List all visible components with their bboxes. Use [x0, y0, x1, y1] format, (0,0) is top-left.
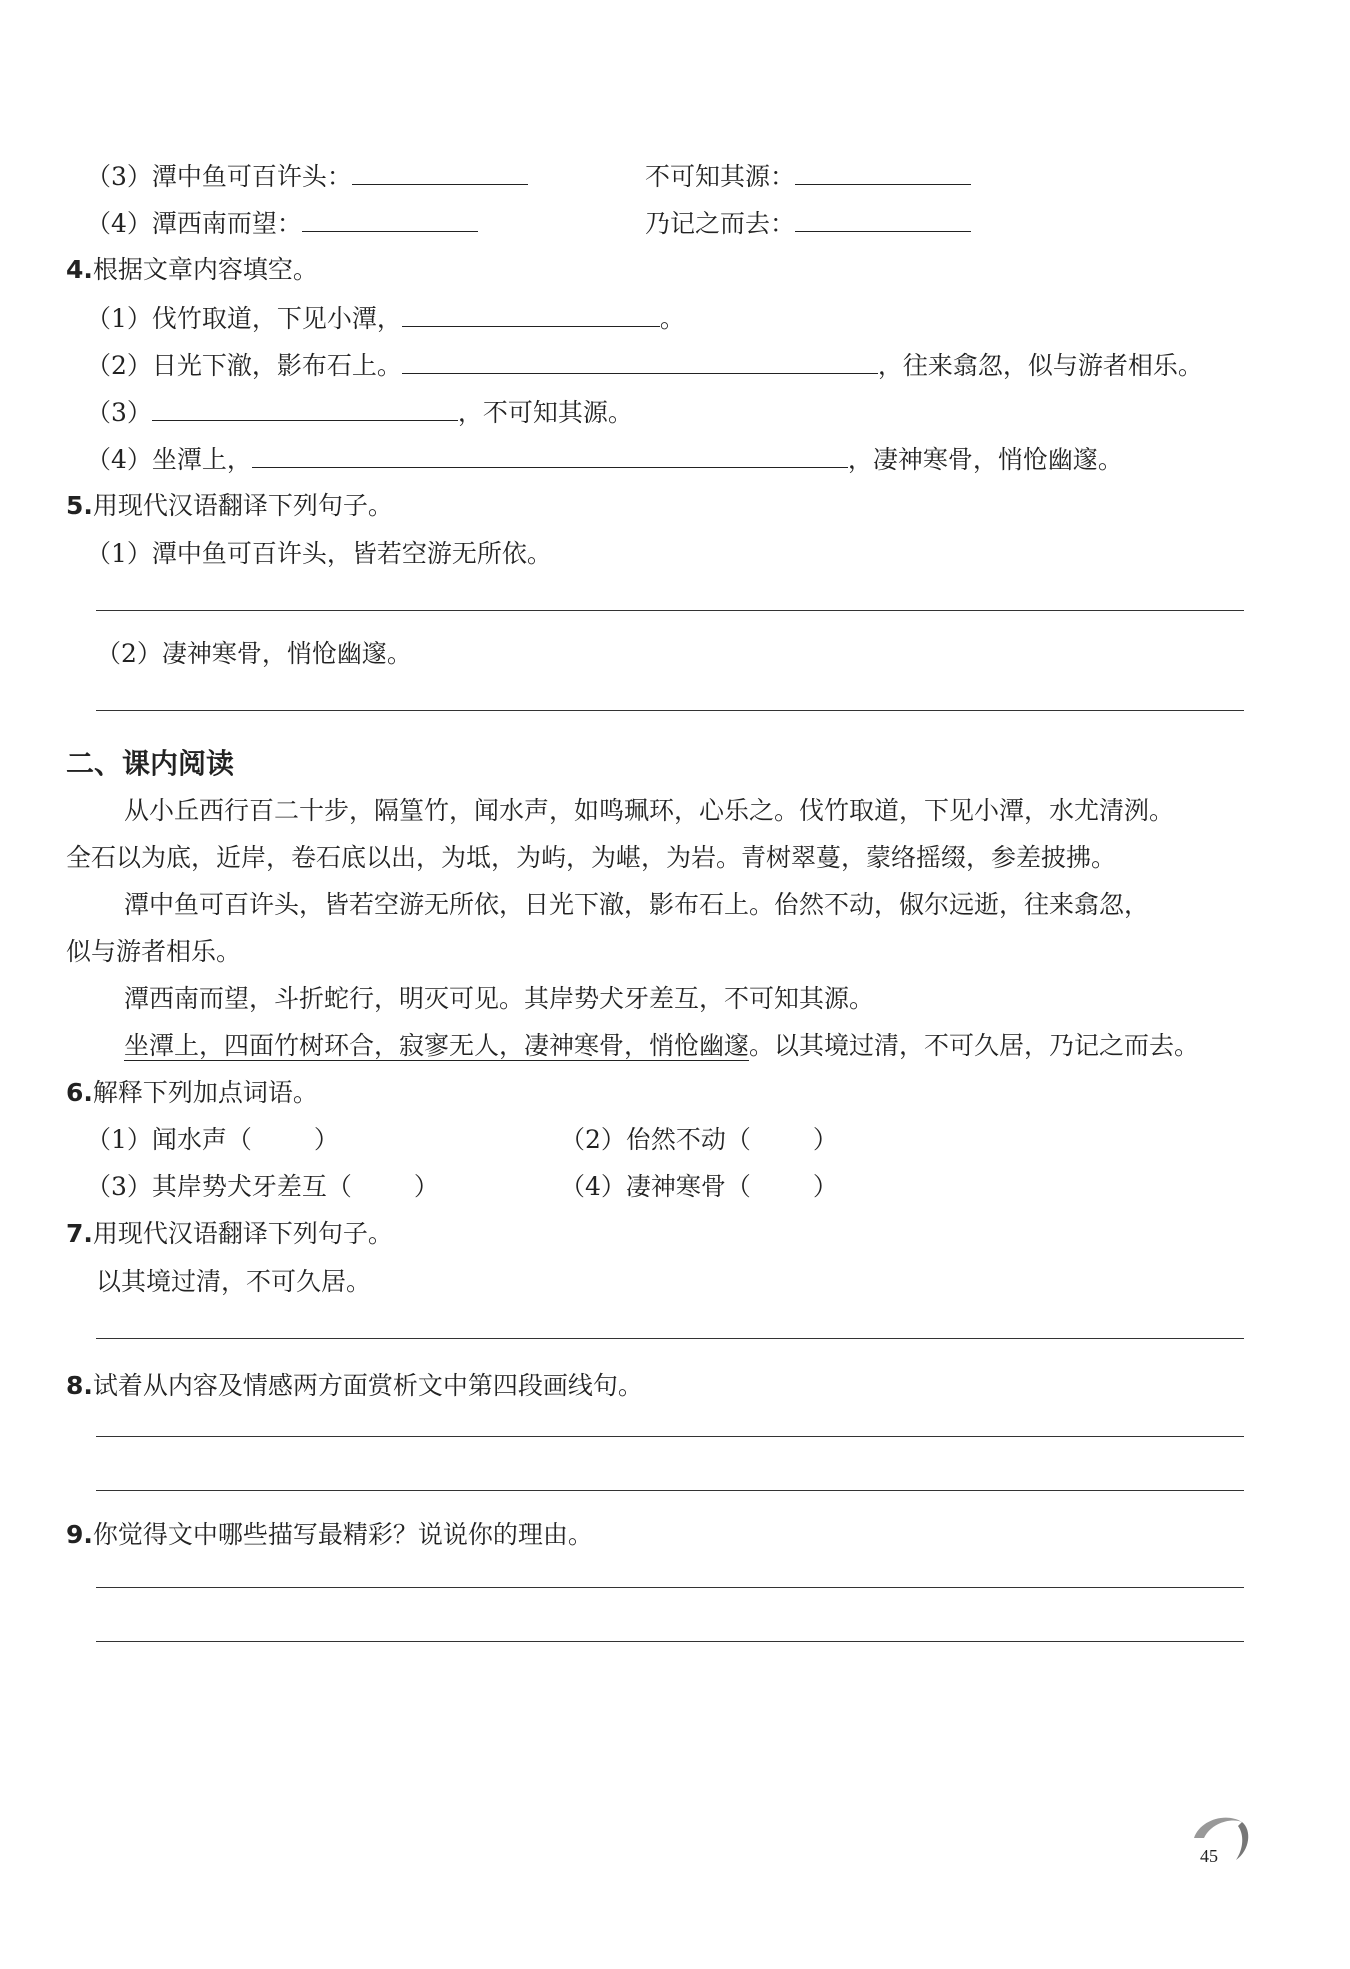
q7-sentence: 以其境过清，不可久居。 [96, 1267, 372, 1296]
page-corner-swoosh-icon [1186, 1808, 1256, 1868]
answer-blank[interactable] [402, 347, 878, 374]
answer-blank[interactable] [252, 441, 848, 468]
q6-item-1: （1）闻水声（ ） [86, 1125, 339, 1154]
answer-blank[interactable] [352, 158, 528, 185]
q6-title: 6.解释下列加点词语。 [66, 1078, 318, 1107]
answer-blank[interactable] [795, 158, 971, 185]
q4-title: 4.根据文章内容填空。 [66, 255, 318, 284]
q6-item-4: （4）凄神寒骨（ ） [560, 1172, 838, 1201]
q4-item-3: （3） ，不可知其源。 [86, 394, 633, 431]
q4-item-1: （1）伐竹取道，下见小潭， 。 [86, 300, 685, 337]
q9-title: 9.你觉得文中哪些描写最精彩？说说你的理由。 [66, 1520, 593, 1549]
answer-blank[interactable] [795, 205, 971, 232]
q5-item-1: （1）潭中鱼可百许头，皆若空游无所依。 [86, 539, 552, 568]
section-heading: 二、课内阅读 [66, 747, 235, 780]
q8-title: 8.试着从内容及情感两方面赏析文中第四段画线句。 [66, 1371, 643, 1400]
passage-line: 潭中鱼可百许头，皆若空游无所依，日光下澈，影布石上。佁然不动，俶尔远逝，往来翕忽， [124, 890, 1150, 919]
underlined-sentence: 坐潭上，四面竹树环合，寂寥无人，凄神寒骨，悄怆幽邃 [124, 1031, 750, 1060]
passage-line: 坐潭上，四面竹树环合，寂寥无人，凄神寒骨，悄怆幽邃。以其境过清，不可久居，乃记之而去。 [124, 1031, 1200, 1060]
answer-line[interactable] [96, 1436, 1244, 1437]
passage-line: 从小丘西行百二十步，隔篁竹，闻水声，如鸣珮环，心乐之。伐竹取道，下见小潭，水尤清洌。 [124, 796, 1175, 825]
q6-item-2: （2）佁然不动（ ） [560, 1125, 838, 1154]
answer-line[interactable] [96, 1587, 1244, 1588]
q3-item-4-left: （4）潭西南而望： [86, 205, 478, 242]
answer-line[interactable] [96, 610, 1244, 611]
answer-line[interactable] [96, 1490, 1244, 1491]
answer-blank[interactable] [152, 394, 458, 421]
q3-item-3-right: 不可知其源： [645, 158, 971, 195]
q6-item-3: （3）其岸势犬牙差互（ ） [86, 1172, 439, 1201]
q3-item-4-right: 乃记之而去： [645, 205, 971, 242]
q4-item-4: （4）坐潭上， ，凄神寒骨，悄怆幽邃。 [86, 441, 1123, 478]
answer-blank[interactable] [402, 300, 660, 327]
q4-item-2: （2）日光下澈，影布石上。 ，往来翕忽，似与游者相乐。 [86, 347, 1203, 384]
answer-line[interactable] [96, 710, 1244, 711]
passage-line: 似与游者相乐。 [66, 937, 242, 966]
answer-line[interactable] [96, 1338, 1244, 1339]
q5-title: 5.用现代汉语翻译下列句子。 [66, 491, 393, 520]
q3-item-3-left: （3）潭中鱼可百许头： [86, 158, 528, 195]
passage-line: 潭西南而望，斗折蛇行，明灭可见。其岸势犬牙差互，不可知其源。 [124, 984, 875, 1013]
q5-item-2: （2）凄神寒骨，悄怆幽邃。 [96, 639, 412, 668]
q7-title: 7.用现代汉语翻译下列句子。 [66, 1219, 393, 1248]
passage-line: 全石以为底，近岸，卷石底以出，为坻，为屿，为嵁，为岩。青树翠蔓，蒙络摇缀，参差披拂。 [66, 843, 1117, 872]
page-number: 45 [1200, 1846, 1218, 1866]
answer-blank[interactable] [302, 205, 478, 232]
answer-line[interactable] [96, 1641, 1244, 1642]
